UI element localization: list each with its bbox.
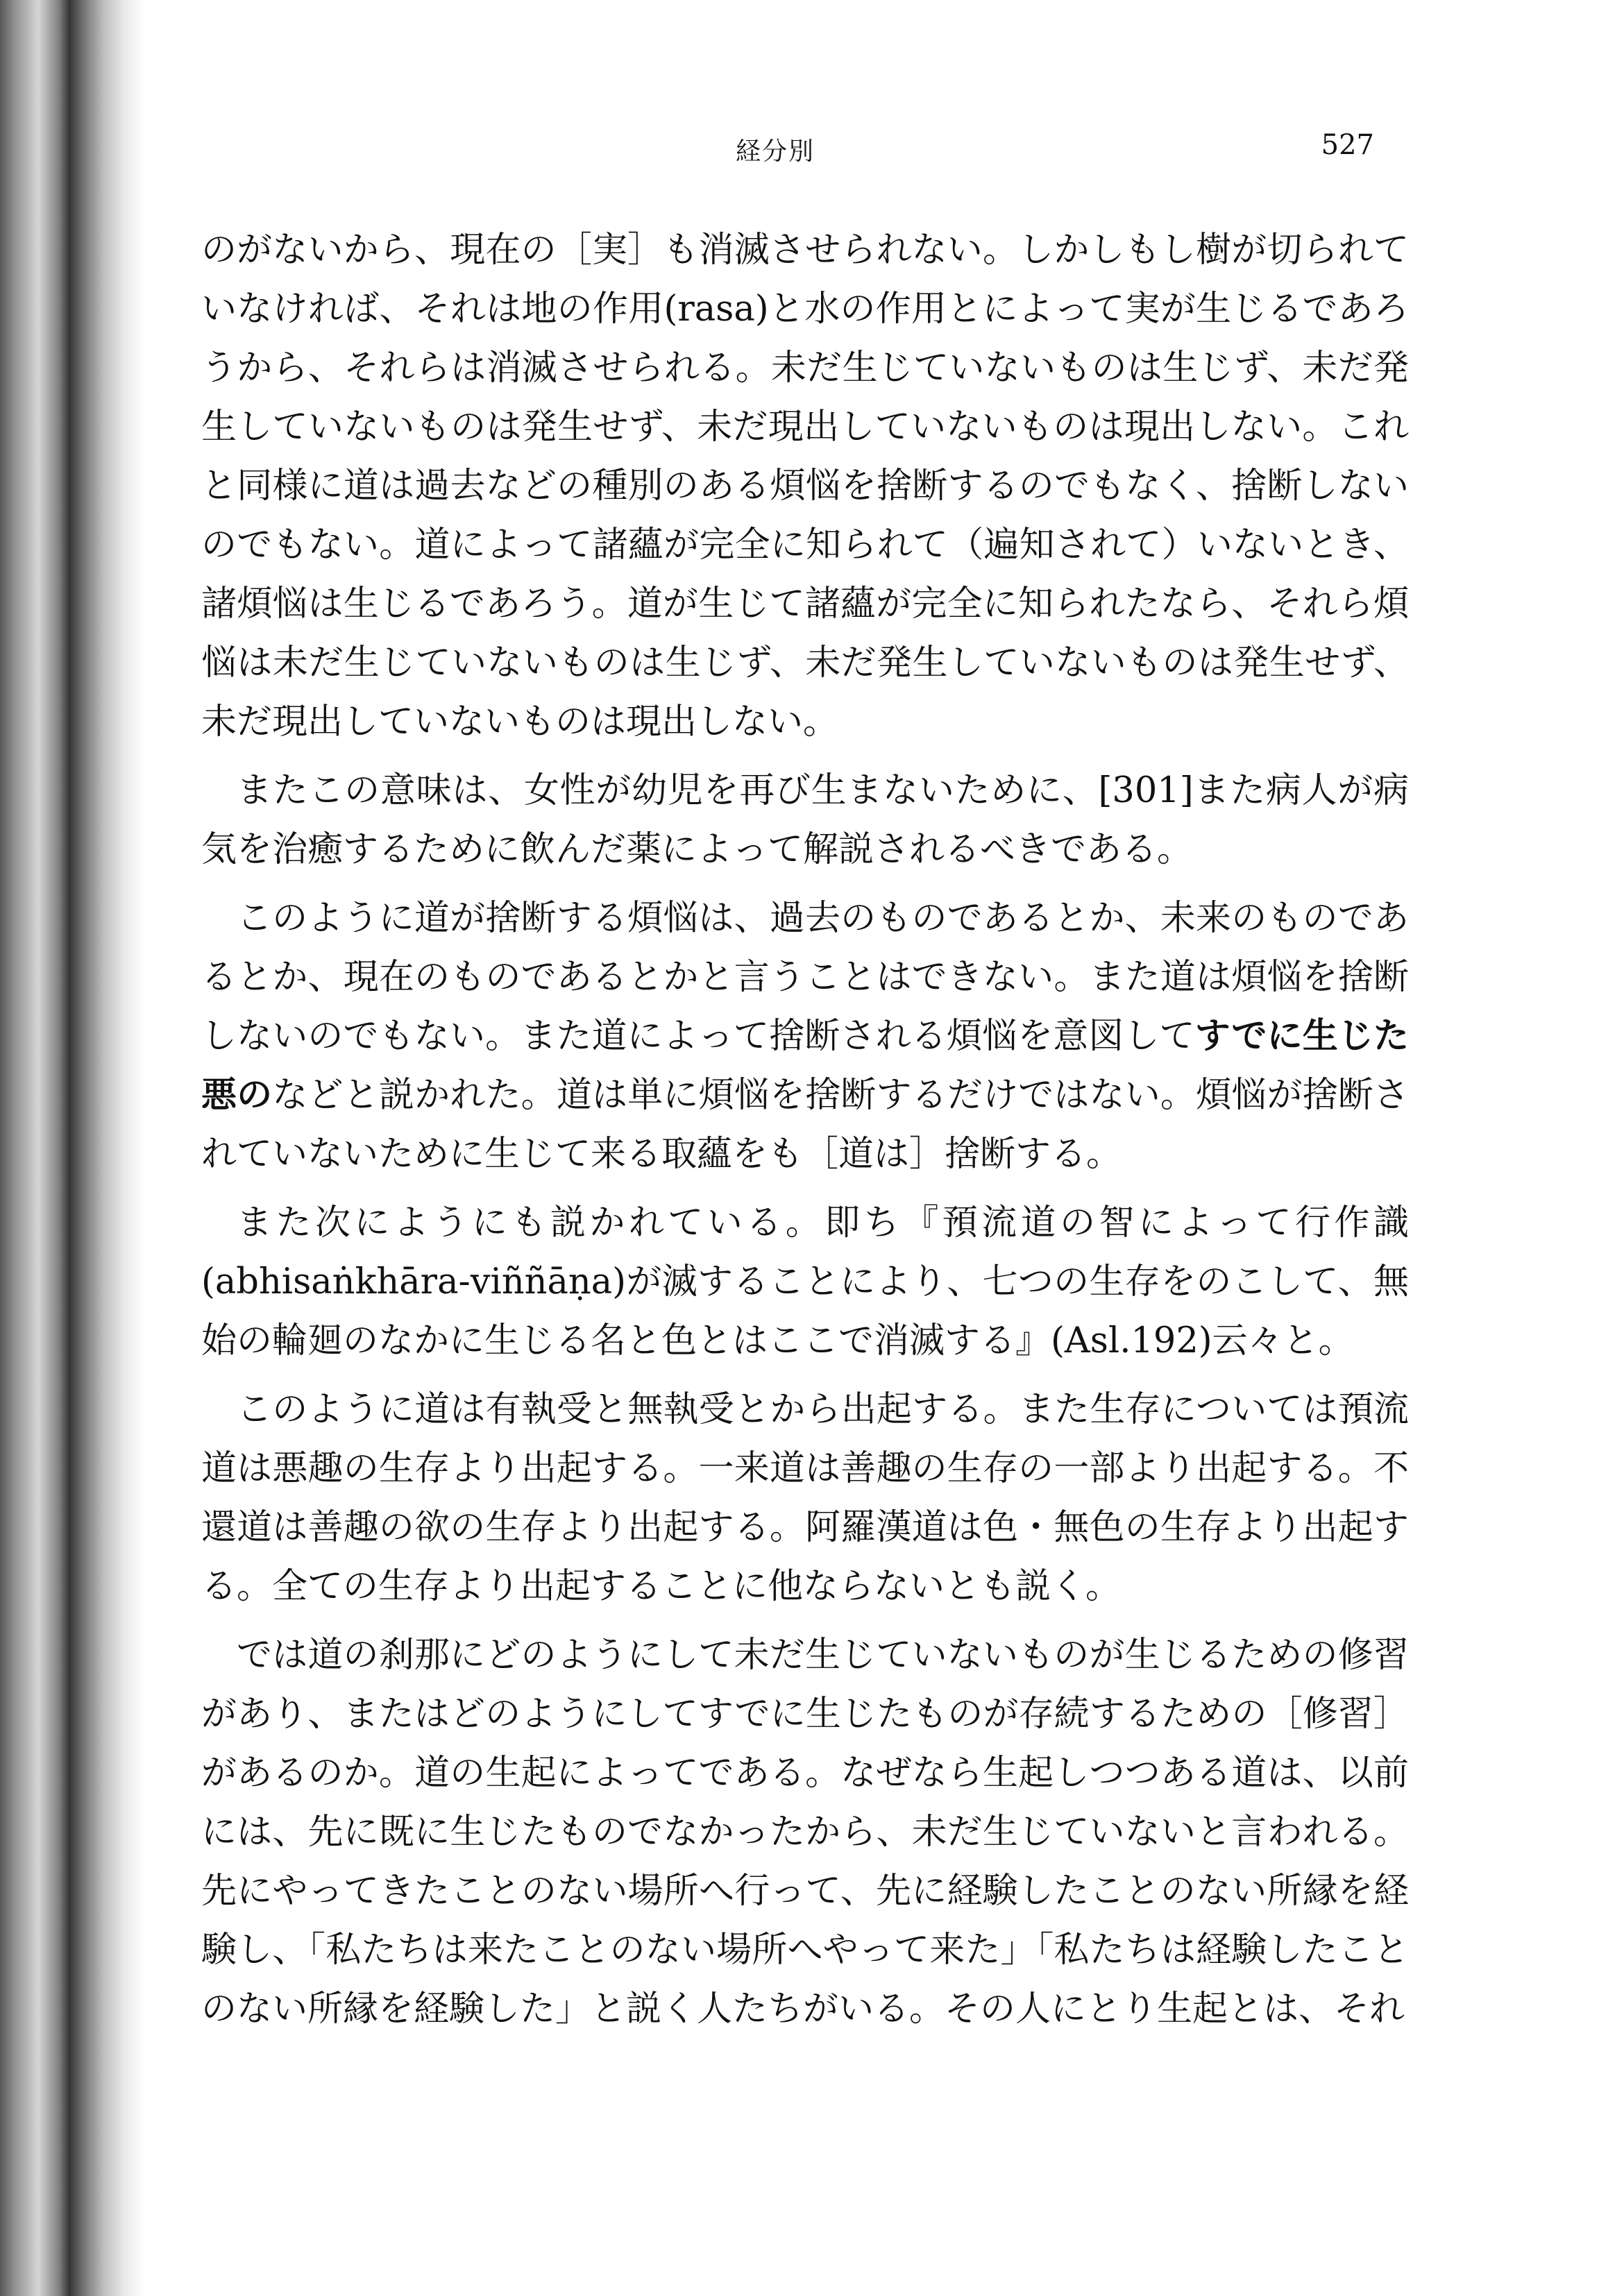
paragraph xyxy=(201,889,1409,1184)
quoted-term: すでに生じた悪の xyxy=(201,1015,1410,1116)
paragraph xyxy=(201,1380,1409,1616)
paragraph xyxy=(201,761,1409,879)
book-binding-shadow xyxy=(0,0,146,2296)
paragraph-text: また次にようにも説かれている。即ち『預流道の智によって行作識(abhisaṅkhāra-viññāṇa)が滅することにより、七つの生存をのこして、無始の輪廻のなかに生じる名と色とはここで消滅する』(Asl.192)云々と。 xyxy=(201,1202,1409,1361)
paragraph-text: などと説かれた。道は単に煩悩を捨断するだけではない。煩悩が捨断されていないために生じて来る取蘊をも［道は］捨断する。 xyxy=(201,1075,1409,1175)
body-text xyxy=(201,221,1409,2048)
paragraph-text: このように道は有執受と無執受とから出起する。また生存については預流道は悪趣の生存より出起する。一来道は善趣の生存の一部より出起する。不還道は善趣の欲の生存より出起する。阿羅漢道は色・無色の生存より出起する。全ての生存より出起することに他ならないとも説く。 xyxy=(201,1389,1409,1607)
paragraph-text: では道の刹那にどのようにして未だ生じていないものが生じるための修習があり、またはどのようにしてすでに生じたものが存続するための［修習］があるのか。道の生起によってである。なぜなら生起しつつある道は、以前には、先に既に生じたものでなかったから、未だ生じていないと言われる。先にやってきたことのない場所へ行って、先に経験したことのない所縁を経験し、「私たちは来たことのない場所へやって来た」「私たちは経験したことのない所縁を経験した」と説く人たちがいる。その人にとり生起とは、それ xyxy=(201,1635,1409,2030)
paragraph xyxy=(201,1193,1409,1370)
paragraph xyxy=(201,221,1409,751)
page-number: 527 xyxy=(1321,129,1374,161)
paragraph-text: このように道が捨断する煩悩は、過去のものであるとか、未来のものであるとか、現在のものであるとかと言うことはできない。また道は煩悩を捨断しないのでもない。また道によって捨断される煩悩を意図して xyxy=(201,898,1409,1057)
paragraph-text: またこの意味は、女性が幼児を再び生まないために、[301]また病人が病気を治癒するために飲んだ薬によって解説されるべきである。 xyxy=(201,770,1409,870)
paragraph-text: のがないから、現在の［実］も消滅させられない。しかしもし樹が切られていなければ、それは地の作用(rasa)と水の作用とによって実が生じるであろうから、それらは消滅させられる。未だ生じていないものは生じず、未だ発生していないものは発生せず、未だ現出していないものは現出しない。これと同様に道は過去などの種別のある煩悩を捨断するのでもなく、捨断しないのでもない。道によって諸蘊が完全に知られて（遍知されて）いないとき、諸煩悩は生じるであろう。道が生じて諸蘊が完全に知られたなら、それら煩悩は未だ生じていないものは生じず、未だ発生していないものは発生せず、未だ現出していないものは現出しない。 xyxy=(201,230,1409,742)
running-header: 経分別 xyxy=(736,137,815,166)
paragraph xyxy=(201,1626,1409,2039)
